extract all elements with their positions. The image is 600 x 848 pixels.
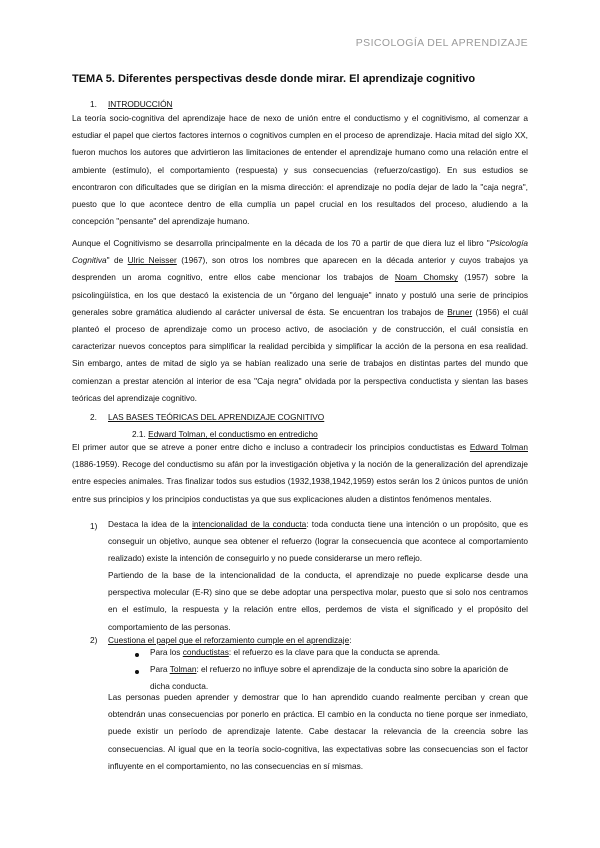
subsection-2-1-number: 2.1. bbox=[132, 429, 146, 439]
author-tolman: Edward Tolman bbox=[469, 442, 528, 452]
p2-text-b: " de bbox=[106, 255, 128, 266]
p2-text-d: (1957) sobre la psicolingüística, en los que destacó la existencia de un "órgano del lenguaje" innato y postuló una serie de principios generales sobre gramática aludiendo al carácter universal de ésta. Se encuentran los trabajos de bbox=[72, 272, 528, 317]
bullet-1-text bbox=[150, 644, 510, 661]
book-title: Psicología Cognitiva bbox=[72, 238, 528, 266]
subsection-2-1-heading bbox=[132, 429, 318, 439]
p2-text-c: (1967), son otros los nombres que aparecen en la década anterior y cuyos trabajos ya desprenden un aroma cognitivo, entre ellos cabe mencionar los trabajos de bbox=[72, 255, 528, 283]
section-1-heading bbox=[90, 99, 173, 109]
section-2-number: 2. bbox=[90, 412, 97, 422]
section-1-number: 1. bbox=[90, 99, 97, 109]
p2-text-e: (1956) el cuál planteó el proceso de aprendizaje como un proceso activo, de asociación y de construcción, el cuál consistía en caracterizar nuevos conceptos para simplificar la realidad percibida y simplificar la acción de la persona en esa realidad. Sin embargo, antes de mitad de siglo ya se habían realizado una serie de trabajos en distintas partes del mundo que comienzan a prestar atención al interior de esa "Caja negra" olvidada por la perspectiva conductista y sientan las bases teóricas del aprendizaje cognitivo. bbox=[72, 306, 528, 403]
tolman-term: Tolman bbox=[169, 664, 197, 674]
bullet1-text-b: : el refuerzo es la clave para que la conducta se aprenda. bbox=[228, 647, 441, 657]
intro-paragraph-1: La teoría socio-cognitiva del aprendizaje hace de nexo de unión entre el conductismo y el cognitivismo, al comenzar a estudiar el papel que ciertos factores internos o cognitivos cumplen en el proceso de aprendizaje. Hacia mitad del siglo XX, fueron muchos los autores que advirtieron las limitaciones de entender el aprendizaje humano como una relación entre el ambiente (estímulo), el comportamiento (respuesta) y sus consecuencias (refuerzo/castigo). En sus estudios se encontraron con dificultades que se dirigían en la misma dirección: el aprendizaje no podía dejar de lado la "caja negra", puesto que lo que acontece dentro de ella cumplía un papel crucial en los resultados del proceso, aludiendo a la concepción "pensante" del aprendizaje humano. bbox=[72, 113, 528, 227]
p2-text-a: Aunque el Cognitivismo se desarrolla principalmente en la década de los 70 a partir de que diera luz el libro " bbox=[72, 238, 490, 248]
item2-heading-text: Cuestiona el papel que el reforzamiento cumple en el aprendizaje bbox=[108, 635, 350, 645]
bullet1-text-a: Para los bbox=[150, 647, 183, 657]
list-item-2-number: 2) bbox=[90, 635, 98, 645]
bullet-1-dot bbox=[135, 653, 139, 657]
author-bruner: Bruner bbox=[447, 306, 473, 317]
intencionalidad-term: intencionalidad de la conducta bbox=[192, 519, 307, 529]
list-item-1-paragraph-2: Partiendo de la base de la intencionalidad de la conducta, el aprendizaje no puede explicarse desde una perspectiva molecular (E-R) sino que se debe adoptar una perspectiva molar, puesto que si solo nos centramos en el estímulo, la respuesta y la relación entre ellos, perdemos de vista el significado y el propósito del comportamiento de las personas. bbox=[108, 570, 528, 632]
tolman-text-a: El primer autor que se atreve a poner entre dicho e incluso a contradecir los principios conductistas es bbox=[72, 442, 470, 452]
bullet2-text-b: : el refuerzo no influye sobre el aprendizaje de la conducta sino sobre la aparición de dicha conducta. bbox=[150, 664, 509, 692]
list-item-2-paragraph: Las personas pueden aprender y demostrar que lo han aprendido cuando realmente perciban y crean que obtendrán unas consecuencias por ponerlo en práctica. El cambio en la conducta no tiene porque ser inmediato, puede existir un período de aprendizaje latente. Cabe destacar la relevancia de la creencia sobre las consecuencias. Al igual que en la teoría socio-cognitiva, las expectativas sobre las consecuencias son el factor influyente en el comportamiento, no las consecuencias en sí mismas. bbox=[108, 692, 528, 771]
conductistas-term: conductistas bbox=[182, 647, 229, 657]
author-chomsky: Noam Chomsky bbox=[394, 272, 458, 283]
tolman-paragraph bbox=[72, 439, 528, 508]
intro-paragraph-2 bbox=[72, 235, 528, 407]
bullet2-text-a: Para bbox=[150, 664, 170, 674]
section-1-title: INTRODUCCIÓN bbox=[108, 99, 173, 109]
document-title: TEMA 5. Diferentes perspectivas desde donde mirar. El aprendizaje cognitivo bbox=[72, 73, 476, 85]
subsection-2-1-title: Edward Tolman, el conductismo en entredicho bbox=[148, 429, 318, 439]
item1-text-a: Destaca la idea de la bbox=[108, 519, 193, 529]
tolman-text-b: (1886-1959). Recoge del conductismo su afán por la investigación objetiva y la noción de la generalización del aprendizaje entre especies animales. Tras finalizar todos sus estudios (1932,1938,1942,1959) estos serán los 2 únicos puntos de unión entre sus principios y los principios conductistas ya que sus explicaciones aluden a distintos fenómenos mentales. bbox=[72, 459, 528, 504]
section-2-title: LAS BASES TEÓRICAS DEL APRENDIZAJE COGNITIVO bbox=[108, 412, 325, 422]
item1-text-b: : toda conducta tiene una intención o un propósito, que es conseguir un objetivo, aunque sea obtener el refuerzo (lograr la consecuencia que acontece al comportamiento realizado) existe la intención de conseguirlo y no puede considerarse un mero reflejo. bbox=[108, 519, 528, 564]
bullet-2-dot bbox=[135, 670, 139, 674]
item2-heading-colon: : bbox=[349, 635, 352, 645]
running-header: PSICOLOGÍA DEL APRENDIZAJE bbox=[355, 37, 528, 49]
list-item-1-text bbox=[108, 516, 528, 568]
section-2-heading bbox=[90, 412, 324, 422]
author-neisser: Ulric Neisser bbox=[127, 255, 177, 266]
list-item-1-number: 1) bbox=[90, 521, 98, 531]
